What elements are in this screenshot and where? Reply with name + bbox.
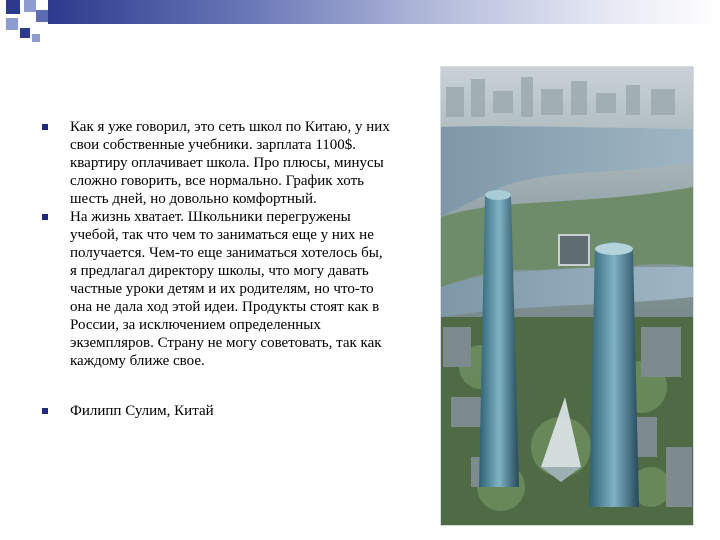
list-item [40, 402, 390, 420]
square-bullet-icon [42, 408, 48, 414]
decor-square [20, 28, 30, 38]
header-gradient-band [48, 0, 720, 24]
decor-square [36, 10, 48, 22]
decor-square [6, 0, 20, 14]
decor-square [6, 18, 18, 30]
header-decoration [0, 0, 720, 46]
bullet-list [40, 118, 390, 420]
bullet-text: На жизнь хватает. Школьники перегружены учебой, так что чем то заниматься еще у них не получается. Чем-то еще заниматься хотелось бы, я предлагал директору школы, что могу давать частные уроки детям и их родителям, но что-то она не дала ход этой идеи. Продукты стоят как в России, за исключением определенных экземпляров. Страну не могу советовать, так как каждому ближе свое. [70, 209, 383, 369]
decor-square [24, 0, 36, 12]
bullet-text: Как я уже говорил, это сеть школ по Китаю, у них свои собственные учебники. зарплата 1100$. квартиру оплачивает школа. Про плюсы, минусы сложно говорить, все нормально. График хоть шесть дней, но довольно комфортный. [70, 119, 390, 207]
square-bullet-icon [42, 214, 48, 220]
city-skyscrapers-image [440, 66, 694, 526]
decor-square [32, 34, 40, 42]
bullet-text: Филипп Сулим, Китай [70, 403, 214, 419]
list-item [40, 118, 390, 208]
list-item [40, 208, 390, 370]
square-bullet-icon [42, 124, 48, 130]
